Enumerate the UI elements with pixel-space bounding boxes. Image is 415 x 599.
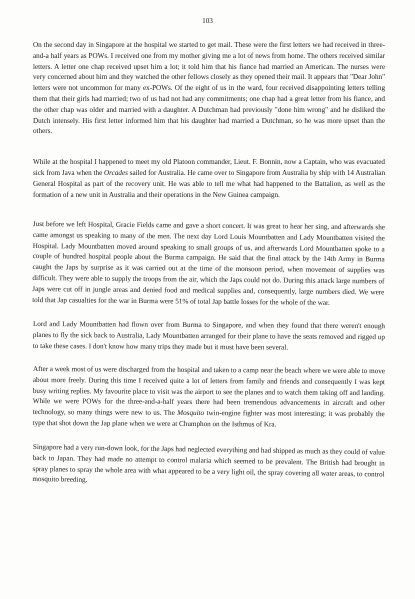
aircraft-name-italic: Mosquito (177, 409, 205, 418)
paragraph-text: sailed for Australia. He came over to Singapore from Australia by ship with 14 Australian General Hospital as part of the recovery unit. He was able to tell me what had happened to the Battalion, as well as the formation of a new unit in Australia and their operations in the New Guinea campaign. (33, 168, 385, 199)
paragraph-bonnin (33, 157, 385, 200)
paragraph-mail (33, 40, 385, 137)
page-number: 103 (202, 17, 213, 25)
body-text (33, 40, 385, 485)
paragraph-text: Just before we left Hospital, Gracie Fields came and gave a short concert. It was great to hear her sing, and afterwards she came amongst us speaking to many of the men. The next day Lord Louis Mountbatten and Lady Mountbatten visited the Hospital. Lady Mountbatten moved around speaking to small groups of us, and afterwards Lord Mountbatten spoke to a couple of hundred hospital people about the Burma campaign. He said that the final attack by the 14th Army in Burma caught the Japs by surprise as it was carried out at the time of the monsoon period, when movement of supplies was difficult. They were able to supply the troops from the air, which the Japs could not do. During this attack large numbers of Japs were cut off in jungle areas and denied food and medical supplies and, consequently, large numbers died. We were told that Jap casualties for the war in Burma were 51% of total Jap battle losses for the whole of the war. (32, 220, 385, 307)
paragraph-text: After a week most of us were discharged from the hospital and taken to a camp near the beach where we were able to move about more freely. During this time I received quite a lot of letters from family and friends and consequently I was kept busy writing replies. My favourite place to visit was the airport to see the planes and to watch them taking off and landing. While we were POWs for the three-and-a-half years there had been tremendous advancements in aircraft and other technology, so many things were new to us. The (32, 365, 385, 418)
paragraph-singapore-rundown (32, 442, 385, 491)
paragraph-text: While at the hospital I happened to meet my old Platoon commander, Lieut. F. Bonnin, now a Captain, who was evacuated sick from Java when the (33, 158, 385, 177)
paragraph-text: Singapore had a very run-down look, for the Japs had neglected everything and had shipped as much as they could of value back to Japan. They had made no attempt to control malaria which seemed to be prevalent. The British had brought in spray planes to spray the whole area with what appeared to be a very light oil, the spray covering all water areas, to control mosquito breeding. (32, 442, 385, 485)
paragraph-mountbatten-visit (32, 219, 385, 309)
paragraph-text: twin-engine fighter was most interesting; it was probably the type that shot down the Jap plane when we were at Chumphon on the Isthmus of Kra. (32, 409, 385, 429)
ship-name-italic: Orcades (104, 168, 128, 177)
paragraph-beach-camp (33, 364, 385, 431)
paragraph-mountbatten-planes (33, 319, 385, 354)
paragraph-text: On the second day in Singapore at the hospital we started to get mail. These were the first letters we had received in three-and-a half years as POWs. I received one from my mother giving me a lot of news from home. The others received similar letters. A letter one chap received upset him a lot; it told him that his fiance had married an American. The nurses were very concerned about him and they watched the other fellows closely as they opened their mail. It appears that "Dear John" letters were not uncommon for many ex-POWs. Of the eight of us in the ward, four received disappointing letters telling them that their girls had married; two of us had not had any commitments; one chap had a great letter from his fiance, and the other chap was older and married with a daughter. A Dutchman had previously "done him wrong" and he disliked the Dutch intensely. His first letter informed him that his daughter had married a Dutchman, so he was more upset than the others. (33, 41, 385, 136)
paragraph-text: Lord and Lady Mountbatten had flown over from Burma to Singapore, and when they found that there weren't enough planes to fly the sick back to Australia, Lady Mountbatten arranged for their plane to have the seats removed and rigged up to take these cases. I don't know how many trips they made but it must have been several. (32, 319, 385, 351)
